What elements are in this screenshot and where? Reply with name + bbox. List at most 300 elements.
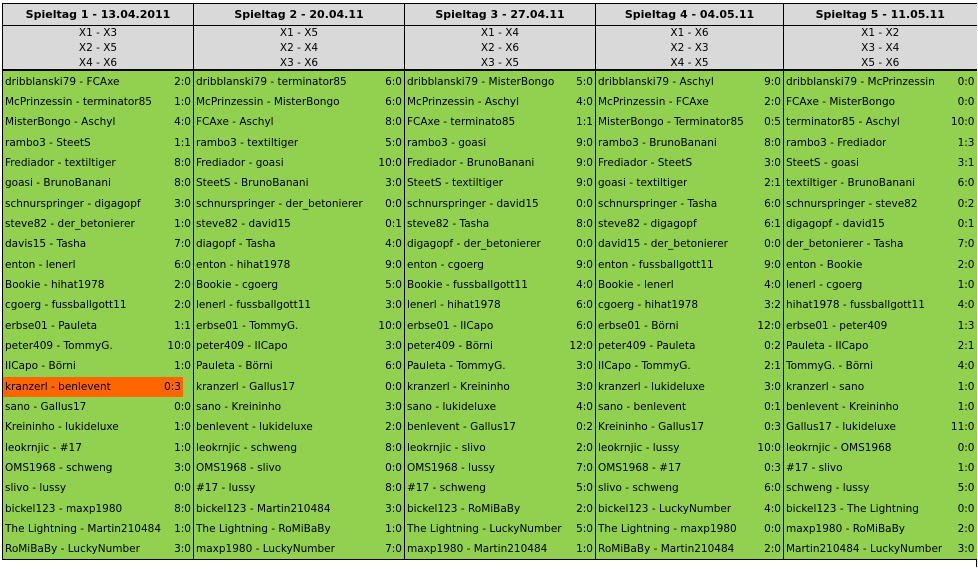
match-score: 6:0 [385,360,402,372]
match-row[interactable] [405,478,595,498]
match-row[interactable] [3,275,193,295]
match-score: 3:0 [576,381,593,393]
match-score: 3:0 [385,177,402,189]
match-row[interactable] [194,336,404,356]
match-row[interactable] [405,356,595,376]
match-pairing: leokrnjic - OMS1968 [786,442,892,454]
match-row[interactable] [405,519,595,539]
match-row-highlighted[interactable] [3,377,183,397]
match-row[interactable] [194,377,404,397]
match-pairing: davis15 - Tasha [5,238,87,250]
match-row[interactable] [194,133,404,153]
match-row[interactable] [596,133,783,153]
match-row[interactable] [784,72,977,92]
match-row[interactable] [194,438,404,458]
match-row[interactable] [3,458,193,478]
pairing-cell[interactable]: X3 - X6 [279,57,319,69]
match-pairing: schnurspringer - steve82 [786,198,918,210]
match-row[interactable] [3,478,193,498]
match-row[interactable] [194,214,404,234]
match-pairing: OMS1968 - lussy [407,462,495,474]
match-row[interactable] [405,255,595,275]
match-score: 4:0 [174,116,191,128]
match-pairing: OMS1968 - slivo [196,462,282,474]
match-score: 7:0 [576,462,593,474]
match-row[interactable] [596,214,783,234]
match-row[interactable] [596,194,783,214]
match-pairing: rambo3 - BrunoBanani [598,137,717,149]
match-pairing: Kreininho - lukideluxe [5,421,119,433]
match-pairing: McPrinzessin - Aschyl [407,96,520,108]
match-row[interactable] [405,417,595,437]
pairing-cell[interactable]: X5 - X6 [861,57,900,69]
match-row[interactable] [3,356,193,376]
match-pairing: Kreininho - Gallus17 [598,421,705,433]
match-score: 9:0 [576,137,593,149]
match-pairing: peter409 - Börni [407,340,493,352]
match-score: 3:1 [957,157,975,169]
match-group [3,71,193,132]
match-pairing: IICapo - TommyG. [598,360,691,372]
match-pairing: Martin210484 - LuckyNumber [786,543,943,555]
match-pairing: rambo3 - textiltiger [196,137,299,149]
match-row[interactable] [596,153,783,173]
match-pairing: kranzerl - Kreininho [407,381,510,393]
match-score: 2:1 [957,340,975,352]
match-row[interactable] [784,133,977,153]
match-pairing: steve82 - digagopf [598,218,697,230]
match-row[interactable] [405,295,595,315]
match-row[interactable] [3,417,193,437]
pairing-cell[interactable]: X2 - X3 [670,42,709,54]
spieltag-title[interactable]: Spieltag 2 - 20.04.11 [194,4,404,26]
match-row[interactable] [784,397,977,417]
match-pairing: OMS1968 - #17 [598,462,682,474]
match-pairing: enton - fussballgott11 [598,259,714,271]
match-row[interactable] [405,92,595,112]
match-row[interactable] [3,194,193,214]
match-group [3,254,193,315]
match-score: 8:0 [385,442,402,454]
pairing-cell[interactable]: X1 - X6 [670,27,709,39]
match-row[interactable] [405,153,595,173]
match-row[interactable] [784,519,977,539]
match-row[interactable] [194,458,404,478]
match-score: 4:0 [764,503,781,515]
match-row[interactable] [194,519,404,539]
match-row[interactable] [784,499,977,519]
match-pairing: kranzerl - sano [786,381,865,393]
match-row[interactable] [194,234,404,254]
match-row[interactable] [405,194,595,214]
match-row[interactable] [596,438,783,458]
match-row[interactable] [194,417,404,437]
match-score: 9:0 [764,259,781,271]
match-score: 7:0 [385,543,402,555]
match-score: 7:0 [957,238,975,250]
pairing-cell[interactable]: X4 - X6 [78,57,118,69]
match-score: 6:0 [957,177,975,189]
match-pairing: The Lightning - RoMiBaBy [196,523,331,535]
match-pairing: FCAxe - terminato85 [407,116,516,128]
match-row[interactable] [194,356,404,376]
match-row[interactable] [405,316,595,336]
match-row[interactable] [194,255,404,275]
match-row[interactable] [3,336,193,356]
match-row[interactable] [405,397,595,417]
match-row[interactable] [596,377,783,397]
match-row[interactable] [596,72,783,92]
match-row[interactable] [405,499,595,519]
match-pairing: sano - benlevent [598,401,687,413]
match-pairing: kranzerl - Gallus17 [196,381,296,393]
match-score: 1:1 [576,116,593,128]
match-row[interactable] [596,397,783,417]
match-row[interactable] [405,438,595,458]
pairing-cell[interactable]: X1 - X3 [78,27,118,39]
match-pairing: steve82 - der_betonierer [5,218,135,230]
pairing-cell[interactable]: X1 - X2 [861,27,900,39]
match-row[interactable] [784,92,977,112]
spieltag-title[interactable]: Spieltag 4 - 04.05.11 [596,4,783,26]
match-pairing: McPrinzessin - FCAxe [598,96,709,108]
match-pairing: Gallus17 - lukideluxe [786,421,896,433]
match-row[interactable] [3,72,193,92]
match-score: 0:0 [385,381,402,393]
match-pairing: enton - cgoerg [407,259,484,271]
match-pairing: Frediador - textiltiger [5,157,116,169]
match-pairing: Pauleta - TommyG. [407,360,506,372]
match-group [596,437,783,498]
match-row[interactable] [3,316,193,336]
match-row[interactable] [3,438,193,458]
match-row[interactable] [596,499,783,519]
match-row[interactable] [194,295,404,315]
match-pairing: benlevent - lukideluxe [196,421,313,433]
match-score: 0:0 [957,96,975,108]
match-row[interactable] [405,377,595,397]
match-pairing: leokrnjic - lussy [598,442,680,454]
match-row[interactable] [3,112,193,132]
match-pairing: kranzerl - benlevent [5,381,111,393]
match-row[interactable] [3,255,193,275]
spreadsheet [2,3,977,567]
spieltag-column [194,3,405,560]
match-pairing: steve82 - Tasha [407,218,490,230]
match-pairing: MisterBongo - Terminator85 [598,116,744,128]
match-row[interactable] [784,478,977,498]
match-group [194,498,404,560]
match-row[interactable] [3,173,193,193]
match-score: 3:0 [764,157,781,169]
match-score: 4:0 [576,96,593,108]
match-pairing: goasi - textiltiger [598,177,688,189]
match-row[interactable] [3,92,193,112]
match-row[interactable] [194,478,404,498]
match-pairing: maxp1980 - Martin210484 [407,543,548,555]
match-group [405,376,595,437]
match-score: 5:0 [957,482,975,494]
match-row[interactable] [784,194,977,214]
match-row[interactable] [596,255,783,275]
match-row[interactable] [3,295,193,315]
match-score: 2:0 [174,76,191,88]
match-group [784,71,977,132]
match-row[interactable] [784,173,977,193]
match-pairing: schnurspringer - der_betonierer [196,198,363,210]
match-row[interactable] [3,133,193,153]
match-score: 3:0 [764,381,781,393]
match-row[interactable] [405,72,595,92]
match-score: 3:0 [385,340,402,352]
match-pairing: SteetS - goasi [786,157,859,169]
match-row[interactable] [784,275,977,295]
match-score: 0:3 [164,381,181,393]
match-row[interactable] [194,194,404,214]
match-score: 8:0 [174,503,191,515]
match-pairing: rambo3 - SteetS [5,137,91,149]
match-pairing: rambo3 - goasi [407,137,487,149]
match-score: 9:0 [576,157,593,169]
match-score: 4:0 [957,360,975,372]
match-score: 1:0 [957,401,975,413]
match-score: 3:0 [174,198,191,210]
match-pairing: sano - Kreininho [196,401,282,413]
match-row[interactable] [596,316,783,336]
match-row[interactable] [784,336,977,356]
match-row[interactable] [194,72,404,92]
match-score: 3:0 [576,360,593,372]
match-row[interactable] [405,336,595,356]
match-row[interactable] [596,295,783,315]
match-group [405,193,595,254]
match-score: 0:0 [174,482,191,494]
match-row[interactable] [194,275,404,295]
match-score: 3:0 [957,543,975,555]
match-group [194,437,404,498]
match-pairing: #17 - slivo [786,462,843,474]
match-group [194,132,404,193]
match-row[interactable] [3,397,193,417]
match-row[interactable] [596,173,783,193]
match-score: 6:0 [385,76,402,88]
spieltag-header [784,3,977,71]
match-row[interactable] [784,377,977,397]
pairing-cell[interactable]: X2 - X4 [279,42,319,54]
match-group [784,315,977,376]
match-row[interactable] [596,417,783,437]
match-group [405,315,595,376]
match-row[interactable] [194,173,404,193]
match-row[interactable] [596,478,783,498]
match-row[interactable] [784,112,977,132]
match-pairing: cgoerg - fussballgott11 [5,299,127,311]
match-row[interactable] [784,417,977,437]
match-row[interactable] [3,499,193,519]
match-row[interactable] [596,275,783,295]
match-score: 5:0 [576,523,593,535]
pairing-cell[interactable]: X1 - X5 [279,27,319,39]
match-group [596,498,783,560]
match-row[interactable] [784,458,977,478]
match-score: 8:0 [764,137,781,149]
match-row[interactable] [784,356,977,376]
match-score: 1:1 [174,137,191,149]
match-score: 9:0 [576,177,593,189]
match-score: 3:0 [385,503,402,515]
match-row[interactable] [784,438,977,458]
match-row[interactable] [405,275,595,295]
match-row[interactable] [405,234,595,254]
match-pairing: OMS1968 - schweng [5,462,113,474]
match-score: 0:0 [957,442,975,454]
match-row[interactable] [784,234,977,254]
match-row[interactable] [194,499,404,519]
match-score: 5:0 [385,279,402,291]
match-score: 5:0 [576,76,593,88]
match-row[interactable] [784,539,977,559]
spieltag-header [3,3,193,71]
match-group [596,376,783,437]
match-pairing: The Lightning - maxp1980 [598,523,737,535]
match-pairing: Frediador - SteetS [598,157,693,169]
match-row[interactable] [405,539,595,559]
match-score: 0:5 [764,116,781,128]
match-group [784,376,977,437]
match-row[interactable] [405,458,595,478]
match-score: 0:0 [174,401,191,413]
match-group [784,254,977,315]
match-row[interactable] [596,112,783,132]
pairing-cell[interactable]: X4 - X5 [670,57,709,69]
match-row[interactable] [405,214,595,234]
match-row[interactable] [3,539,193,559]
match-row[interactable] [784,255,977,275]
match-score: 10:0 [950,116,975,128]
match-group [3,437,193,498]
match-pairing: bickel123 - The Lightning [786,503,919,515]
match-row[interactable] [596,92,783,112]
match-pairing: MisterBongo - Aschyl [5,116,116,128]
match-row[interactable] [596,336,783,356]
pairing-cell[interactable]: X2 - X6 [480,42,520,54]
match-row[interactable] [3,234,193,254]
spieltag-title[interactable]: Spieltag 1 - 13.04.2011 [3,4,193,26]
match-pairing: bickel123 - LuckyNumber [598,503,732,515]
match-score: 5:0 [576,482,593,494]
spieltag-title[interactable]: Spieltag 5 - 11.05.11 [784,4,977,26]
match-pairing: steve82 - david15 [196,218,291,230]
match-score: 3:0 [174,462,191,474]
match-pairing: leokrnjic - slivo [407,442,486,454]
match-row[interactable] [405,173,595,193]
match-group [596,254,783,315]
match-score: 0:1 [764,401,781,413]
match-pairing: digagopf - david15 [786,218,885,230]
match-pairing: diagopf - Tasha [196,238,276,250]
match-row[interactable] [596,539,783,559]
match-score: 1:0 [174,421,191,433]
match-pairing: rambo3 - Frediador [786,137,887,149]
match-score: 0:0 [576,198,593,210]
match-pairing: schnurspringer - digagopf [5,198,141,210]
match-score: 6:0 [576,299,593,311]
match-pairing: cgoerg - hihat1978 [598,299,699,311]
match-pairing: IICapo - Börni [5,360,76,372]
match-score: 1:0 [576,543,593,555]
match-row[interactable] [3,519,193,539]
match-score: 2:0 [174,299,191,311]
match-group [3,193,193,254]
match-pairing: dribblanski79 - MisterBongo [407,76,555,88]
match-score: 1:0 [957,381,975,393]
match-row[interactable] [596,356,783,376]
match-row[interactable] [194,92,404,112]
match-pairing: Bookie - cgoerg [196,279,279,291]
match-score: 1:0 [385,523,402,535]
match-score: 1:0 [174,96,191,108]
match-score: 6:0 [174,259,191,271]
match-group [3,315,193,376]
match-pairing: RoMiBaBy - LuckyNumber [5,543,140,555]
match-group [596,315,783,376]
match-row[interactable] [194,112,404,132]
match-pairing: bickel123 - RoMiBaBy [407,503,521,515]
match-row[interactable] [3,214,193,234]
match-pairing: kranzerl - lukideluxe [598,381,705,393]
match-row[interactable] [3,153,193,173]
match-score: 9:0 [764,76,781,88]
pairing-cell[interactable]: X2 - X5 [78,42,118,54]
match-pairing: Frediador - BrunoBanani [407,157,535,169]
match-score: 2:0 [576,503,593,515]
match-row[interactable] [405,133,595,153]
match-row[interactable] [194,153,404,173]
match-pairing: SteetS - BrunoBanani [196,177,309,189]
match-row[interactable] [596,234,783,254]
match-row[interactable] [194,539,404,559]
match-pairing: bickel123 - maxp1980 [5,503,123,515]
match-score: 10:0 [757,442,781,454]
pairing-cell[interactable]: X3 - X5 [480,57,520,69]
match-row[interactable] [194,397,404,417]
match-row[interactable] [596,519,783,539]
match-pairing: The Lightning - LuckyNumber [407,523,562,535]
match-group [194,193,404,254]
match-pairing: goasi - BrunoBanani [5,177,111,189]
pairing-cell[interactable]: X1 - X4 [480,27,520,39]
match-row[interactable] [784,295,977,315]
match-row[interactable] [784,153,977,173]
match-score: 4:0 [576,401,593,413]
match-score: 0:0 [764,238,781,250]
match-score: 0:3 [764,462,781,474]
match-row[interactable] [405,112,595,132]
match-row[interactable] [784,214,977,234]
match-row[interactable] [596,458,783,478]
match-pairing: maxp1980 - LuckyNumber [196,543,335,555]
match-score: 1:1 [174,320,191,332]
spieltag-title[interactable]: Spieltag 3 - 27.04.11 [405,4,595,26]
match-pairing: enton - hihat1978 [196,259,291,271]
match-score: 9:0 [576,259,593,271]
schedule-table [2,3,977,560]
match-score: 2:0 [957,523,975,535]
match-row[interactable] [784,316,977,336]
match-score: 2:0 [957,259,975,271]
match-row[interactable] [194,316,404,336]
pairing-cell[interactable]: X3 - X4 [861,42,900,54]
